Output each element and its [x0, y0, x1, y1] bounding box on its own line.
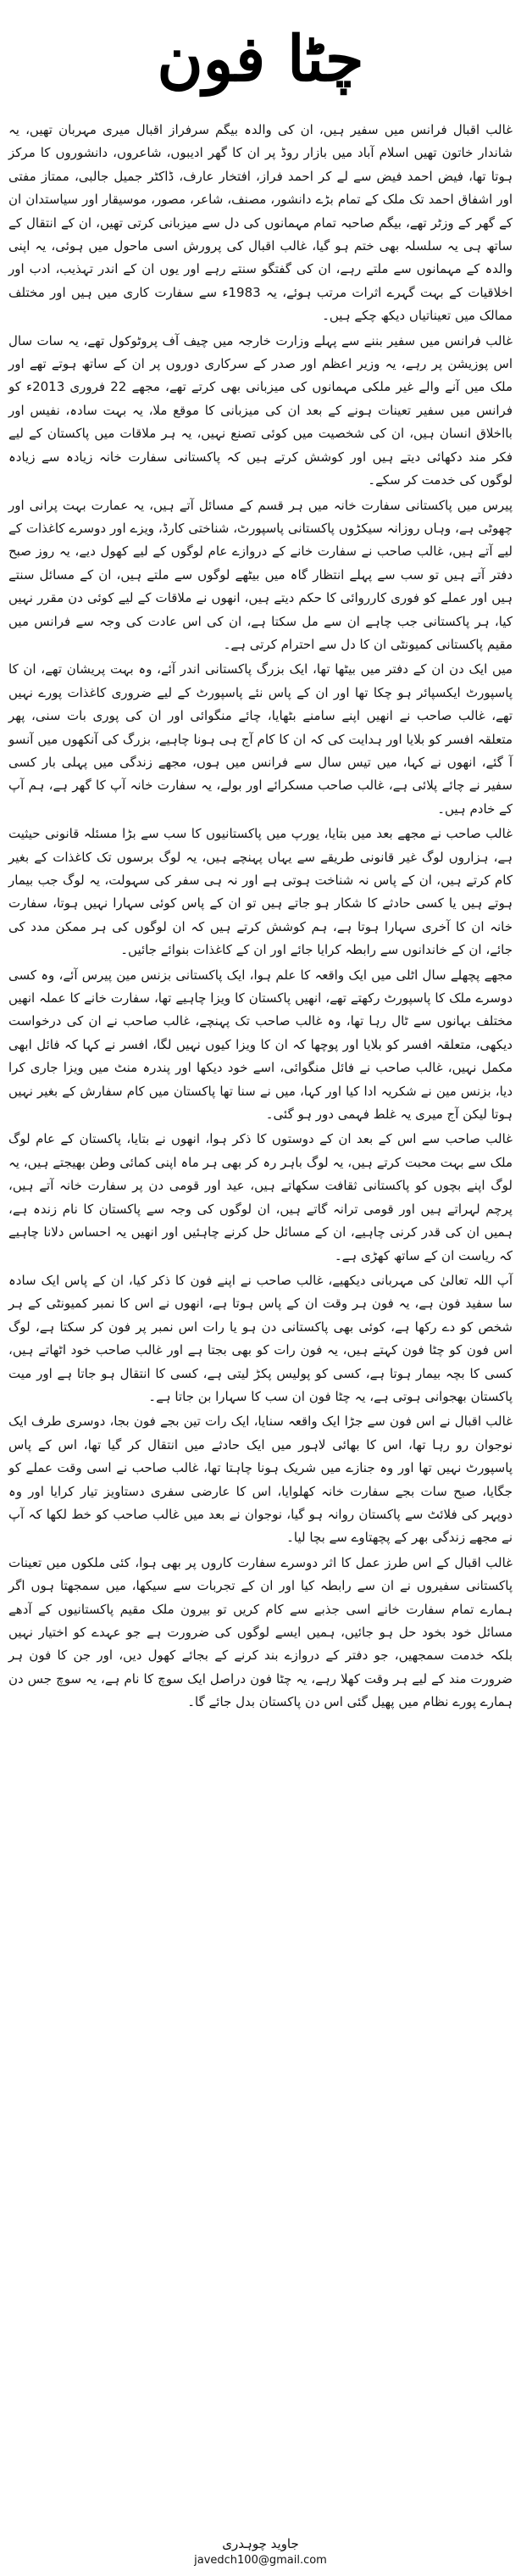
article-paragraph: میں ایک دن ان کے دفتر میں بیٹھا تھا، ایک بزرگ پاکستانی اندر آئے، وہ بہت پریشان تھے، ان کا پاسپورٹ ایکسپائر ہو چکا تھا اور ان کے پاس نئے پاسپورٹ کے لیے ضروری کاغذات پورے نہیں تھے، غالب صاحب نے انھیں اپنے سامنے بٹھایا، چائے منگوائی اور ان کی پوری بات سنی، پھر متعلقہ افسر کو بلایا اور ہدایت کی کہ ان کا کام آج ہی ہونا چاہیے، بزرگ کی آنکھوں میں آنسو آ گئے، انھوں نے کہا، میں تیس سال سے فرانس میں ہوں، مجھے زندگی میں پہلی بار کسی سفیر نے چائے پلائی ہے، غالب صاحب مسکرائے اور بولے، یہ سفارت خانہ آپ کا گھر ہے، ہم آپ کے خادم ہیں۔	[8, 661, 513, 817]
headline	[8, 0, 513, 119]
author-name: جاوید چوہدری	[222, 2536, 299, 2551]
article-paragraph: غالب صاحب نے مجھے بعد میں بتایا، یورپ میں پاکستانیوں کا سب سے بڑا مسئلہ قانونی حیثیت ہے، ہزاروں لوگ غیر قانونی طریقے سے یہاں پہنچے ہیں، یہ لوگ برسوں تک کاغذات کے بغیر کام کرتے ہیں، ان کے پاس نہ شناخت ہوتی ہے اور نہ ہی سفر کی سہولت، یہ لوگ جب بیمار ہوتے ہیں یا کسی حادثے کا شکار ہو جاتے ہیں تو ان کے پاس کوئی سہارا نہیں ہوتا، سفارت خانہ ان کا آخری سہارا ہوتا ہے، ہم کوشش کرتے ہیں کہ ان لوگوں کی ہر ممکن مدد کی جائے، ان کے خاندانوں سے رابطہ کرایا جائے اور ان کے کاغذات بنوائے جائیں۔	[8, 826, 513, 958]
article-paragraph: غالب اقبال فرانس میں سفیر ہیں، ان کی والدہ بیگم سرفراز اقبال میری مہربان تھیں، یہ شاندار خاتون تھیں اسلام آباد میں بازار روڈ پر ان کا گھر ادیبوں، شاعروں، دانشوروں کا مرکز ہوتا تھا، فیض احمد فیض سے لے کر احمد فراز، افتخار عارف، ڈاکٹر جمیل جالبی، ممتاز مفتی اور اشفاق احمد تک ملک کے تمام بڑے دانشور، مصنف، شاعر، مصور، موسیقار اور سیاستدان ان کے گھر کے وزٹر تھے، بیگم صاحبہ تمام مہمانوں کی دل سے میزبانی کرتی تھیں، ان کے انتقال کے ساتھ ہی یہ سلسلہ بھی ختم ہو گیا، غالب اقبال کی پرورش اسی ماحول میں ہوئی، یہ اپنی والدہ کے مہمانوں سے ملتے رہے، ان کی گفتگو سنتے رہے اور یوں ان کے اندر تہذیب، ادب اور اخلاقیات کے بہت گہرے اثرات مرتب ہوئے، یہ 1983ء سے سفارت کاری میں ہیں اور مختلف ممالک میں تعیناتیاں دیکھ چکے ہیں۔	[8, 122, 513, 324]
column-title: چٹا فون	[157, 23, 364, 96]
article-paragraph: غالب اقبال نے اس فون سے جڑا ایک واقعہ سنایا، ایک رات تین بجے فون بجا، دوسری طرف ایک نوجوان رو رہا تھا، اس کا بھائی لاہور میں ایک حادثے میں انتقال کر گیا تھا، اس کے پاس پاسپورٹ نہیں تھا اور وہ جنازے میں شریک ہونا چاہتا تھا، غالب صاحب نے اسی وقت عملے کو جگایا، صبح سات بجے سفارت خانہ کھلوایا، اس کا عارضی سفری دستاویز تیار کرایا اور وہ دوپہر کی فلائٹ سے پاکستان روانہ ہو گیا، نوجوان نے بعد میں غالب صاحب کو خط لکھا کہ آپ نے مجھے زندگی بھر کے پچھتاوے سے بچا لیا۔	[8, 1413, 513, 1546]
byline	[0, 2535, 521, 2569]
article-paragraph: غالب اقبال کے اس طرز عمل کا اثر دوسرے سفارت کاروں پر بھی ہوا، کئی ملکوں میں تعینات پاکستانی سفیروں نے ان سے رابطہ کیا اور ان کے تجربات سے سیکھا، میں سمجھتا ہوں اگر ہمارے تمام سفارت خانے اسی جذبے سے کام کریں تو بیرون ملک مقیم پاکستانیوں کے آدھے مسائل خود بخود حل ہو جائیں، ہمیں ایسے لوگوں کی ضرورت ہے جو عہدے کو اختیار نہیں بلکہ خدمت سمجھیں، جو دفتر کے دروازے بند کرنے کے بجائے کھول دیں، اور جن کا فون ہر ضرورت مند کے لیے ہر وقت کھلا رہے، یہ چٹا فون دراصل ایک سوچ کا نام ہے، یہ سوچ جس دن ہمارے پورے نظام میں پھیل گئی اس دن پاکستان بدل جائے گا۔	[8, 1554, 513, 1710]
article-paragraph: مجھے پچھلے سال اٹلی میں ایک واقعہ کا علم ہوا، ایک پاکستانی بزنس مین پیرس آئے، وہ کسی دوسرے ملک کا پاسپورٹ رکھتے تھے، انھیں پاکستان کا ویزا چاہیے تھا، سفارت خانے کا عملہ انھیں مختلف بہانوں سے ٹال رہا تھا، وہ غالب صاحب تک پہنچے، غالب صاحب نے ان کی درخواست دیکھی، متعلقہ افسر کو بلایا اور پوچھا کہ ان کا ویزا کیوں نہیں لگا، افسر نے کہا کہ فائل ابھی مکمل نہیں، غالب صاحب نے فائل منگوائی، اسے خود دیکھا اور پندرہ منٹ میں ویزا جاری کرا دیا، بزنس مین نے شکریہ ادا کیا اور کہا، میں نے سنا تھا پاکستان میں کام سفارش کے بغیر نہیں ہوتا لیکن آج میری یہ غلط فہمی دور ہو گئی۔	[8, 967, 513, 1123]
author-email: javedch100@gmail.com	[194, 2554, 327, 2567]
article-paragraph: غالب فرانس میں سفیر بننے سے پہلے وزارت خارجہ میں چیف آف پروٹوکول تھے، یہ سات سال اس پوزیشن پر رہے، یہ وزیر اعظم اور صدر کے سرکاری دوروں پر ان کے ساتھ ہوتے تھے اور ملک میں آنے والے غیر ملکی مہمانوں کی میزبانی بھی کرتے تھے، مجھے 22 فروری 2013ء کو فرانس میں سفیر تعینات ہونے کے بعد ان کی میزبانی کا موقع ملا، یہ بہت سادہ، نفیس اور بااخلاق انسان ہیں، ان کی شخصیت میں کوئی تصنع نہیں، یہ ہر ملاقات میں پاکستان کے لیے فکر مند دکھائی دیتے ہیں اور کوشش کرتے ہیں کہ پاکستانی سفارت خانہ زیادہ سے زیادہ لوگوں کی خدمت کر سکے۔	[8, 332, 513, 488]
article-body	[8, 119, 513, 1715]
article-paragraph: پیرس میں پاکستانی سفارت خانہ میں ہر قسم کے مسائل آتے ہیں، یہ عمارت بہت پرانی اور چھوٹی ہے، وہاں روزانہ سیکڑوں پاکستانی پاسپورٹ، شناختی کارڈ، ویزے اور دوسرے کاغذات کے لیے آتے ہیں، غالب صاحب نے سفارت خانے کے دروازے عام لوگوں کے لیے کھول دیے، یہ روز صبح دفتر آتے ہیں تو سب سے پہلے انتظار گاہ میں بیٹھے لوگوں سے ملتے ہیں، ان کے مسائل سنتے ہیں اور عملے کو فوری کارروائی کا حکم دیتے ہیں، انھوں نے ملاقات کے لیے کوئی دن مقرر نہیں کیا، ہر پاکستانی جب چاہے ان سے مل سکتا ہے، ان کی اس عادت کی وجہ سے فرانس میں مقیم پاکستانی کمیونٹی ان کا دل سے احترام کرتی ہے۔	[8, 497, 513, 652]
article-paragraph: غالب صاحب سے اس کے بعد ان کے دوستوں کا ذکر ہوا، انھوں نے بتایا، پاکستان کے عام لوگ ملک سے بہت محبت کرتے ہیں، یہ لوگ باہر رہ کر بھی ہر ماہ اپنی کمائی وطن بھیجتے ہیں، یہ لوگ اپنے بچوں کو پاکستانی ثقافت سکھاتے ہیں، عید اور قومی دن پر سفارت خانہ آتے ہیں، پرچم لہراتے ہیں اور قومی ترانہ گاتے ہیں، ان لوگوں کی وجہ سے پاکستان کا نام زندہ ہے، ہمیں ان کی قدر کرنی چاہیے، ان کے مسائل حل کرنے چاہئیں اور انھیں یہ احساس دلانا چاہیے کہ ریاست ان کے ساتھ کھڑی ہے۔	[8, 1131, 513, 1263]
article-paragraph: آپ اللہ تعالیٰ کی مہربانی دیکھیے، غالب صاحب نے اپنے فون کا ذکر کیا، ان کے پاس ایک سادہ سا سفید فون ہے، یہ فون ہر وقت ان کے پاس ہوتا ہے، انھوں نے اس کا نمبر کمیونٹی کے ہر شخص کو دے رکھا ہے، کوئی بھی پاکستانی دن ہو یا رات اس نمبر پر فون کر سکتا ہے، لوگ اس فون کو چٹا فون کہتے ہیں، یہ فون رات کو بھی بجتا ہے اور غالب صاحب خود اٹھاتے ہیں، کسی کا بچہ بیمار ہوتا ہے، کسی کو پولیس پکڑ لیتی ہے، کسی کا انتقال ہو جاتا ہے اور میت پاکستان بھجوانی ہوتی ہے، یہ چٹا فون ان سب کا سہارا بن جاتا ہے۔	[8, 1272, 513, 1404]
